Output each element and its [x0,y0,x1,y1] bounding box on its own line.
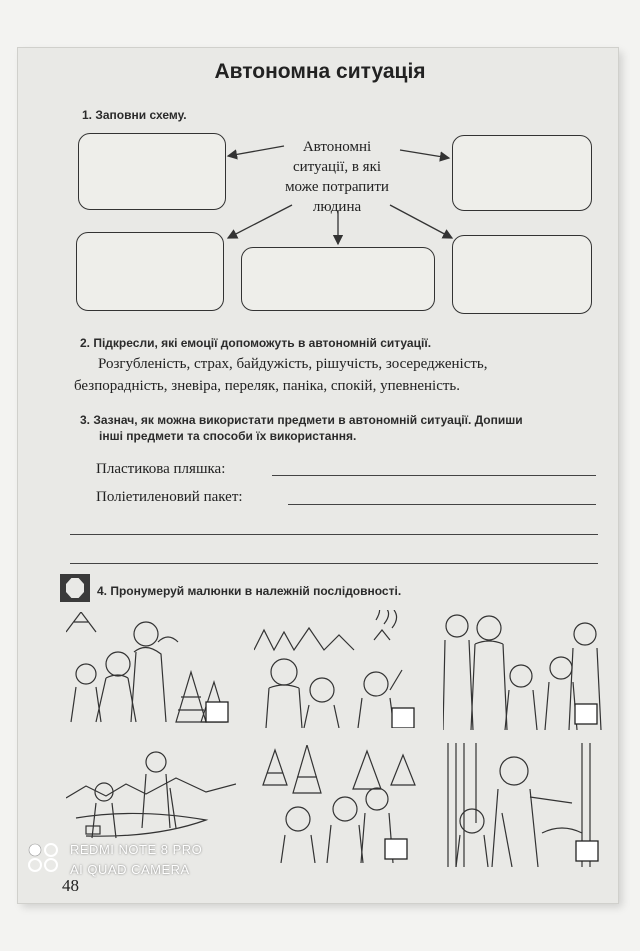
picture-5-children-in-pine-forest [253,745,423,863]
arrow-to-bottom-left [228,205,292,238]
emotions-line-2: безпорадність, зневіра, переляк, паніка, спокій, упевненість. [74,378,461,394]
picture-3-number-box [575,704,597,724]
emotions-line-1: Розгубленість, страх, байдужість, рішучість, зосередженість, [98,356,488,372]
picture-6-number-box [576,841,598,861]
camera-lens-icon [26,842,62,872]
page-title: Автономна ситуація [214,60,426,83]
scheme-center-line-4: людина [312,199,362,215]
picture-1-family-in-forest [66,612,236,727]
task-3-label-line-1: 3. Зазнач, як можна використати предмети в автономній ситуації. Допиши [80,413,523,427]
task-3-label-line-2: інші предмети та способи їх використання. [99,429,357,443]
item-plastic-bag-label: Поліетиленовий пакет: [96,489,243,505]
task-4-label: 4. Пронумеруй малюнки в належній послідовності. [97,584,402,598]
picture-1-number-box [206,702,228,722]
arrow-to-top-right [400,150,449,158]
picture-3-group-of-children [443,606,603,730]
scheme-center-line-3: може потрапити [285,179,389,195]
task-1-label: 1. Заповни схему. [82,108,187,122]
page-number: 48 [62,876,79,895]
picture-2-children-see-smoke [254,610,424,728]
item-plastic-bag-answer-line[interactable] [288,504,596,505]
item-plastic-bottle-answer-line[interactable] [272,475,596,476]
arrow-to-top-left [228,146,284,156]
picture-6-children-with-sticks [442,743,604,867]
scheme-center-line-2: ситуації, в які [292,159,382,175]
item-plastic-bottle-label: Пластикова пляшка: [96,461,226,477]
watermark-line-2: AI QUAD CAMERA [70,862,190,877]
picture-5-number-box [385,839,407,859]
scheme-center-line-1: Автономні [302,139,372,155]
task-2-label: 2. Підкресли, які емоції допоможуть в автономній ситуації. [80,336,432,350]
scheme-arrows [0,0,640,330]
picture-2-number-box [392,708,414,728]
extra-answer-line-1[interactable] [70,534,598,535]
arrow-to-bottom-right [390,205,452,238]
watermark-line-1: REDMI NOTE 8 PRO [70,842,203,857]
extra-answer-line-2[interactable] [70,563,598,564]
